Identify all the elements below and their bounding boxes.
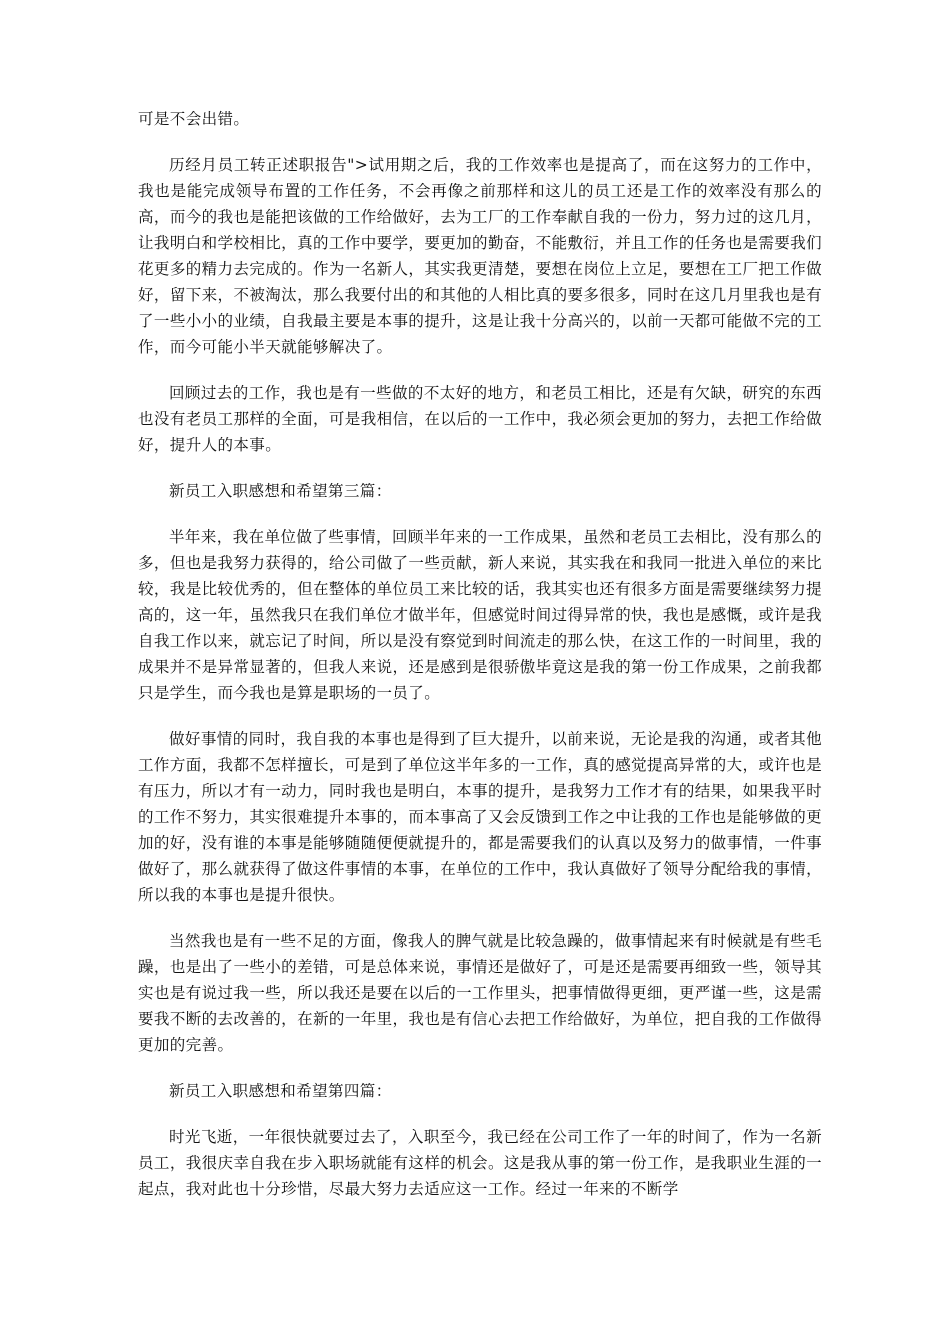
- paragraph-half-year: 半年来，我在单位做了些事情，回顾半年来的一工作成果，虽然和老员工去相比，没有那么的多，但也是我努力获得的，给公司做了一些贡献，新人来说，其实我在和我同一批进入单位的来比较，我是比较优秀的，但在整体的单位员工来比较的话，我其实也还有很多方面是需要继续努力提高的，这一年，虽然我只在我们单位才做半年，但感觉时间过得异常的快，我也是感慨，或许是我自我工作以来，就忘记了时间，所以是没有察觉到时间流走的那么快，在这工作的一时间里，我的成果并不是异常显著的，但我人来说，还是感到是很骄傲毕竟这是我的第一份工作成果，之前我都只是学生，而今我也是算是职场的一员了。: [138, 528, 822, 702]
- section-heading-third: 新员工入职感想和希望第三篇：: [169, 482, 392, 500]
- section-heading-fourth: 新员工入职感想和希望第四篇：: [169, 1082, 392, 1100]
- paragraph-continuation: 可是不会出错。: [138, 110, 250, 128]
- document-page: [138, 106, 822, 1222]
- paragraph-probation-summary: 历经月员工转正述职报告">试用期之后，我的工作效率也是提高了，而在这努力的工作中，我也是能完成领导布置的工作任务，不会再像之前那样和这儿的员工还是工作的效率没有那么的高，而今的我也是能把该做的工作给做好，去为工厂的工作奉献自我的一份力，努力过的这几月，让我明白和学校相比，真的工作中要学，要更加的勤奋，不能敷衍，并且工作的任务也是需要我们花更多的精力去完成的。作为一名新人，其实我更清楚，要想在岗位上立足，要想在工厂把工作做好，留下来，不被淘汰，那么我要付出的和其他的人相比真的要多很多，同时在这几月里我也是有了一些小小的业绩，自我最主要是本事的提升，这是让我十分高兴的，以前一天都可能做不完的工作，而今可能小半天就能够解决了。: [138, 156, 822, 356]
- paragraph-ability-growth: 做好事情的同时，我自我的本事也是得到了巨大提升，以前来说，无论是我的沟通，或者其他工作方面，我都不怎样擅长，可是到了单位这半年多的一工作，真的感觉提高异常的大，或许也是有压力，所以才有一动力，同时我也是明白，本事的提升，是我努力工作才有的结果，如果我平时的工作不努力，其实很难提升本事的，而本事高了又会反馈到工作之中让我的工作也是能够做的更加的好，没有谁的本事是能够随随便便就提升的，都是需要我们的认真以及努力的做事情，一件事做好了，那么就获得了做这件事情的本事，在单位的工作中，我认真做好了领导分配给我的事情，所以我的本事也是提升很快。: [138, 730, 822, 904]
- paragraph-one-year: 时光飞逝，一年很快就要过去了，入职至今，我已经在公司工作了一年的时间了，作为一名新员工，我很庆幸自我在步入职场就能有这样的机会。这是我从事的第一份工作，是我职业生涯的一起点，我对此也十分珍惜，尽最大努力去适应这一工作。经过一年来的不断学: [138, 1128, 822, 1198]
- paragraph-shortcomings: 当然我也是有一些不足的方面，像我人的脾气就是比较急躁的，做事情起来有时候就是有些毛躁，也是出了一些小的差错，可是总体来说，事情还是做好了，可是还是需要再细致一些，领导其实也是有说过我一些，所以我还是要在以后的一工作里头，把事情做得更细，更严谨一些，这是需要我不断的去改善的，在新的一年里，我也是有信心去把工作给做好，为单位，把自我的工作做得更加的完善。: [138, 932, 822, 1054]
- paragraph-review: 回顾过去的工作，我也是有一些做的不太好的地方，和老员工相比，还是有欠缺，研究的东西也没有老员工那样的全面，可是我相信，在以后的一工作中，我必须会更加的努力，去把工作给做好，提升人的本事。: [138, 384, 822, 454]
